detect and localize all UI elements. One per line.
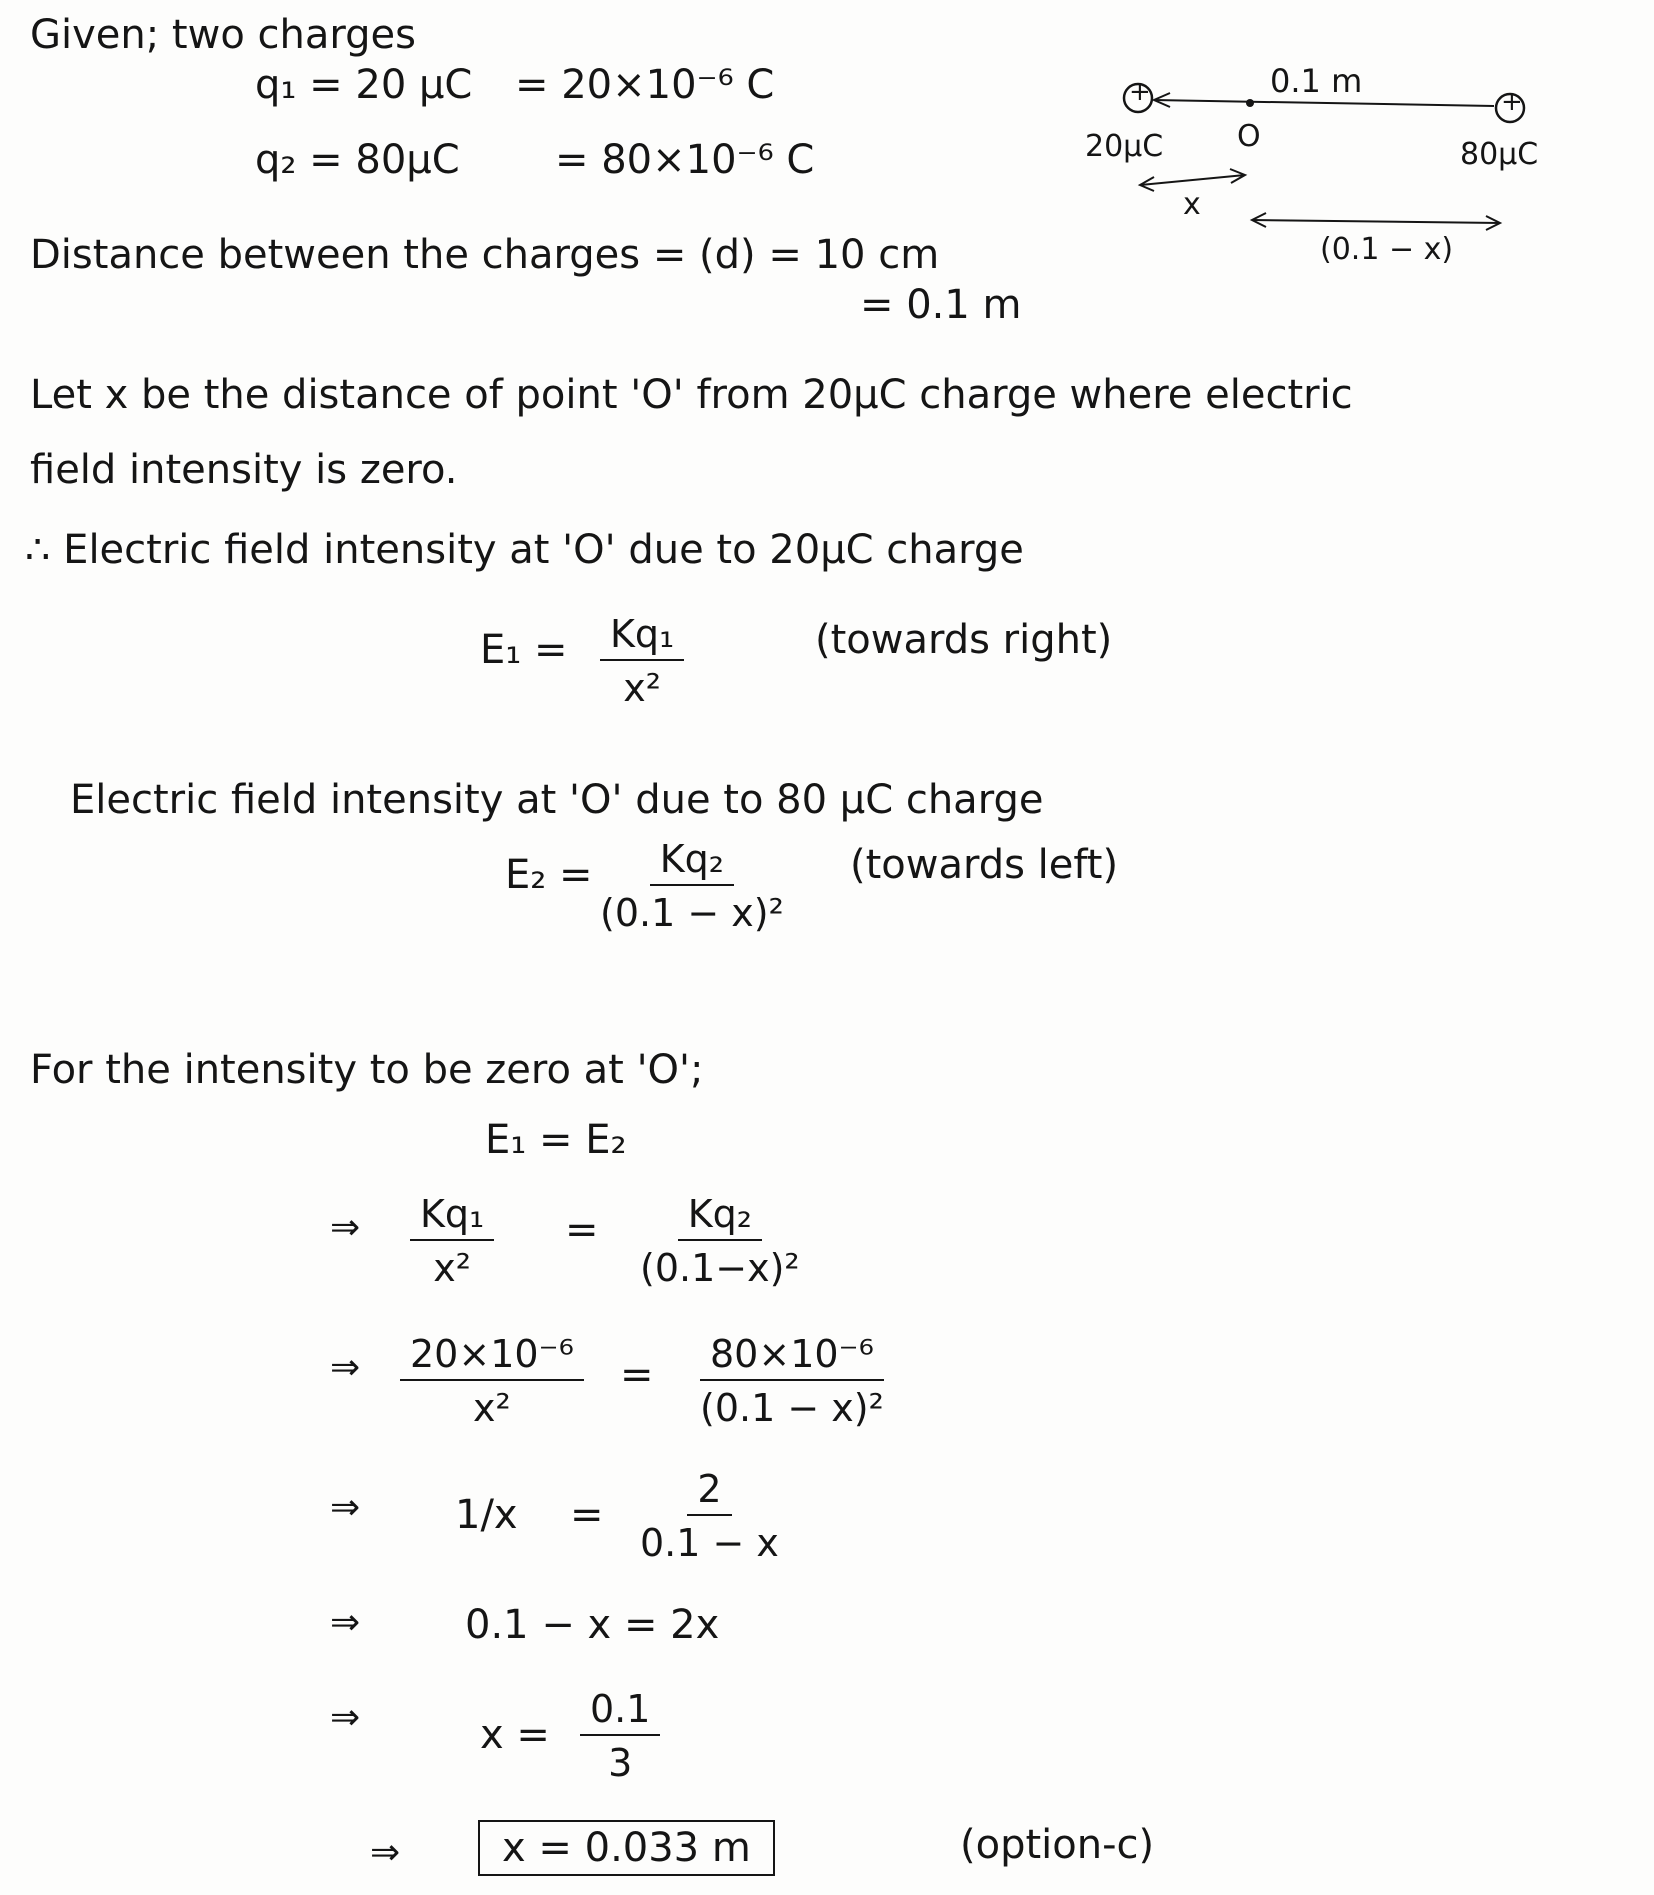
- final-answer-box: x = 0.033 m: [478, 1820, 775, 1876]
- step2-left-fraction: [400, 1332, 584, 1430]
- charge-left-label: 20μC: [1085, 129, 1164, 164]
- implies-arrow-2: ⇒: [330, 1347, 361, 1388]
- implies-arrow-3: ⇒: [330, 1487, 361, 1528]
- x-label: x: [1183, 187, 1201, 222]
- step2-left-num: 20×10⁻⁶: [400, 1335, 584, 1381]
- step1-right-fraction: [640, 1192, 800, 1290]
- e2-fraction: [600, 837, 784, 935]
- step5-fraction: [580, 1687, 660, 1785]
- e1-numerator: Kq₁: [600, 615, 684, 661]
- step5-num: 0.1: [580, 1690, 660, 1736]
- step5-den: 3: [608, 1741, 633, 1785]
- point-o-dot: [1246, 99, 1254, 107]
- step1-left-num: Kq₁: [410, 1195, 494, 1241]
- step1-equals: =: [565, 1207, 599, 1253]
- implies-arrow-5: ⇒: [330, 1697, 361, 1738]
- step3-right-fraction: [640, 1467, 779, 1565]
- charge-right-label: 80μC: [1460, 137, 1539, 172]
- charge-right-symbol: +: [1501, 87, 1523, 117]
- charges-diagram: [1080, 60, 1620, 294]
- step3-lhs: 1/x: [455, 1492, 518, 1538]
- let-line-2: field intensity is zero.: [30, 447, 458, 493]
- step2-equals: =: [620, 1352, 654, 1398]
- implies-arrow-1: ⇒: [330, 1207, 361, 1248]
- charge-left-symbol: +: [1129, 77, 1151, 107]
- q1-value: q₁ = 20 μC: [255, 62, 473, 108]
- e1-intro: ∴ Electric field intensity at 'O' due to 20μC charge: [25, 527, 1024, 573]
- e2-lhs: E₂ =: [505, 852, 593, 898]
- let-line: Let x be the distance of point 'O' from 20μC charge where electric: [30, 372, 1353, 418]
- e2-denominator: (0.1 − x)²: [600, 891, 784, 935]
- distance-conversion: = 0.1 m: [860, 282, 1022, 328]
- e2-intro: Electric field intensity at 'O' due to 80 μC charge: [70, 777, 1044, 823]
- e2-direction: (towards left): [850, 842, 1119, 888]
- top-distance-label: 0.1 m: [1270, 62, 1363, 100]
- e1-fraction: [600, 612, 684, 710]
- e1-lhs: E₁ =: [480, 627, 568, 673]
- implies-arrow-4: ⇒: [330, 1602, 361, 1643]
- step2-left-den: x²: [473, 1386, 511, 1430]
- e2-numerator: Kq₂: [650, 840, 734, 886]
- top-distance-line: [1154, 100, 1494, 106]
- remaining-span-arrow: [1252, 220, 1500, 223]
- step1-right-num: Kq₂: [678, 1195, 762, 1241]
- step2-right-num: 80×10⁻⁶: [700, 1335, 884, 1381]
- step3-equals: =: [570, 1492, 604, 1538]
- step4-equation: 0.1 − x = 2x: [465, 1602, 720, 1648]
- step2-right-fraction: [700, 1332, 884, 1430]
- e1-denominator: x²: [623, 666, 661, 710]
- x-span-arrow: [1140, 175, 1245, 185]
- step1-left-fraction: [410, 1192, 494, 1290]
- step3-right-den: 0.1 − x: [640, 1521, 779, 1565]
- step5-lhs: x =: [480, 1712, 550, 1758]
- step1-right-den: (0.1−x)²: [640, 1246, 800, 1290]
- implies-arrow-6: ⇒: [370, 1832, 401, 1873]
- answer-option: (option-c): [960, 1822, 1155, 1868]
- given-heading: Given; two charges: [30, 12, 416, 58]
- q2-scientific: = 80×10⁻⁶ C: [555, 137, 815, 183]
- remaining-label: (0.1 − x): [1320, 232, 1454, 267]
- e1-direction: (towards right): [815, 617, 1113, 663]
- point-o-label: O: [1237, 119, 1261, 154]
- q1-scientific: = 20×10⁻⁶ C: [515, 62, 775, 108]
- step2-right-den: (0.1 − x)²: [700, 1386, 884, 1430]
- q2-value: q₂ = 80μC: [255, 137, 460, 183]
- distance-line: Distance between the charges = (d) = 10 cm: [30, 232, 940, 278]
- step3-right-num: 2: [687, 1470, 731, 1516]
- step1-left-den: x²: [433, 1246, 471, 1290]
- condition-line: For the intensity to be zero at 'O';: [30, 1047, 704, 1093]
- equality-e1-e2: E₁ = E₂: [485, 1117, 627, 1163]
